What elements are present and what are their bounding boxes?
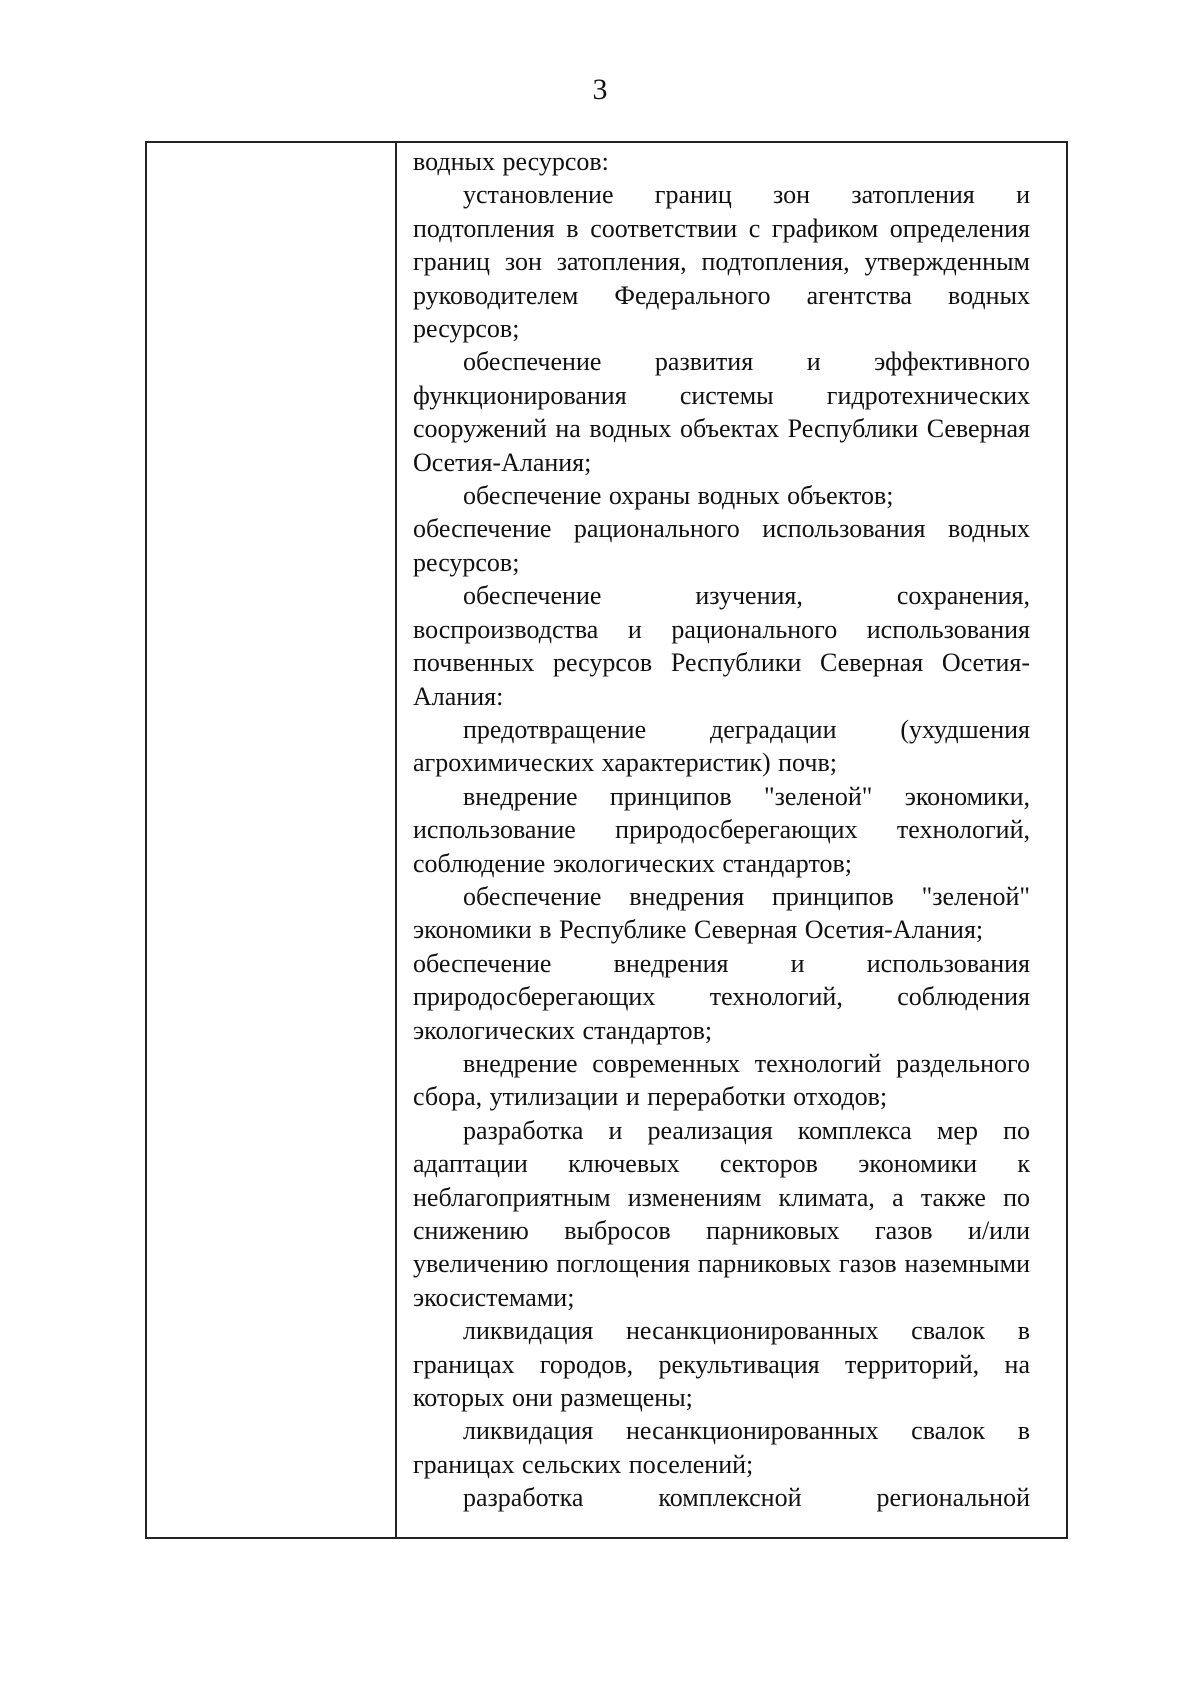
paragraph-climate-adaptation: разработка и реализация комплекса мер по адаптации ключевых секторов экономики к неблагоприятным изменениям климата, а также по снижению выбросов парниковых газов и/или увеличению поглощения парниковых газов наземными экосистемами; xyxy=(413,1115,1030,1312)
paragraph-regional-program: разработка комплексной региональной xyxy=(463,1483,1030,1513)
document-table xyxy=(145,141,1068,1539)
paragraph-green-economy-republic: обеспечение внедрения принципов "зеленой" экономики в Республике Северная Осетия-Алания; xyxy=(413,881,1030,945)
paragraph-waste-processing: внедрение современных технологий раздельного сбора, утилизации и переработки отходов; xyxy=(413,1048,1030,1112)
paragraph-water-resources-tail: водных ресурсов: xyxy=(413,147,609,176)
paragraph-flood-zones: установление границ зон затопления и подтопления в соответствии с графиком определения границ зон затопления, подтопления, утвержденным руководителем Федерального агентства водных ресурсов; xyxy=(413,180,1030,344)
paragraph-hydraulic-structures: обеспечение развития и эффективного функционирования системы гидротехнических сооружений на водных объектах Республики Северная Осетия-Алания; xyxy=(413,347,1030,477)
paragraph-city-dumps: ликвидация несанкционированных свалок в границах городов, рекультивация территорий, на которых они размещены; xyxy=(413,1316,1030,1413)
paragraph-soil-resources: обеспечение изучения, сохранения, воспроизводства и рационального использования почвенных ресурсов Республики Северная Осетия-Алания: xyxy=(413,581,1030,711)
page-number: 3 xyxy=(592,73,608,106)
paragraph-soil-degradation: предотвращение деградации (ухудшения агрохимических характеристик) почв; xyxy=(413,714,1030,778)
paragraph-rural-dumps: ликвидация несанкционированных свалок в границах сельских поселений; xyxy=(413,1416,1030,1479)
paragraph-water-protection: обеспечение охраны водных объектов; xyxy=(463,481,894,511)
paragraph-nature-saving-tech: обеспечение внедрения и использования природосберегающих технологий, соблюдения экологических стандартов; xyxy=(413,948,1030,1045)
paragraph-rational-water-use: обеспечение рационального использования водных ресурсов; xyxy=(413,514,1030,577)
table-left-column xyxy=(147,143,397,1537)
table-right-column xyxy=(397,143,1066,1537)
paragraph-green-economy: внедрение принципов "зеленой" экономики, использование природосберегающих технологий, соблюдение экологических стандартов; xyxy=(413,781,1030,878)
